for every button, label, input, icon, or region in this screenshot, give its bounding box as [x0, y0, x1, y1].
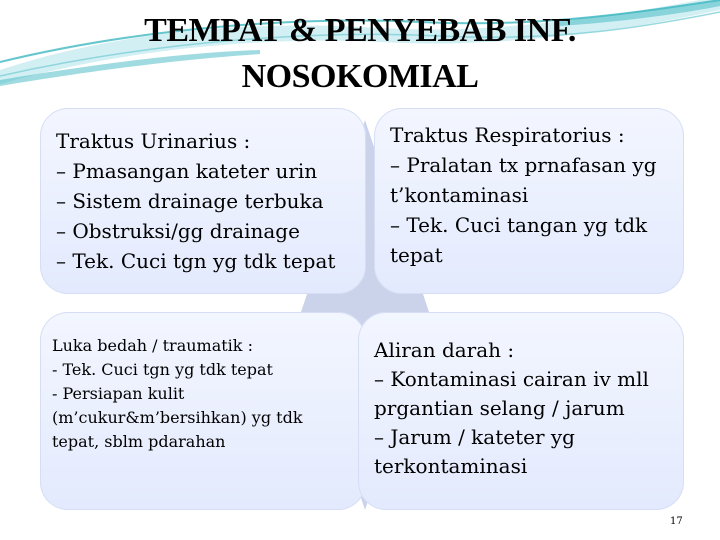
box-line: – Kontaminasi cairan iv mll	[374, 367, 649, 391]
box-heading: Traktus Urinarius :	[56, 129, 251, 153]
box-line: - Persiapan kulit	[52, 384, 185, 403]
slide-title-line-2: NOSOKOMIAL	[241, 58, 479, 95]
box-line: t’kontaminasi	[390, 183, 529, 207]
box-line: – Pmasangan kateter urin	[56, 159, 318, 183]
box-heading: Aliran darah :	[374, 338, 515, 362]
box-heading: Luka bedah / traumatik :	[52, 336, 253, 355]
box-line: terkontaminasi	[374, 454, 528, 478]
box-heading: Traktus Respiratorius :	[390, 123, 625, 147]
box-luka-bedah	[40, 312, 366, 510]
slide-title	[60, 8, 660, 100]
box-traktus-urinarius	[40, 108, 366, 294]
box-line: – Tek. Cuci tgn yg tdk tepat	[56, 249, 336, 273]
box-line: tepat, sblm pdarahan	[52, 432, 226, 451]
box-line: - Tek. Cuci tgn yg tdk tepat	[52, 360, 273, 379]
box-line: – Tek. Cuci tangan yg tdk	[390, 213, 648, 237]
box-line: – Jarum / kateter yg	[374, 425, 575, 449]
box-line: prgantian selang / jarum	[374, 396, 625, 420]
page-number: 17	[670, 516, 683, 527]
box-line: tepat	[390, 243, 443, 267]
box-line: – Sistem drainage terbuka	[56, 189, 324, 213]
slide-title-line-1: TEMPAT & PENYEBAB INF.	[144, 12, 576, 49]
box-traktus-respiratorius	[374, 108, 684, 294]
box-line: – Pralatan tx prnafasan yg	[390, 153, 657, 177]
box-line: (m’cukur&m’bersihkan) yg tdk	[52, 408, 303, 427]
box-aliran-darah	[358, 312, 684, 510]
box-line: – Obstruksi/gg drainage	[56, 219, 300, 243]
